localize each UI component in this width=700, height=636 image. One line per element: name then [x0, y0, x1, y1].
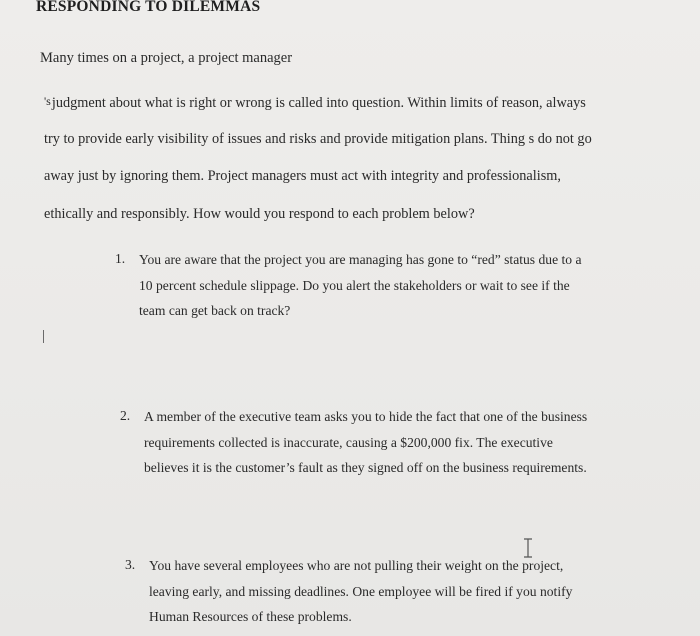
document-title: RESPONDING TO DILEMMAS	[36, 0, 261, 15]
list-item-line: believes it is the customer’s fault as they signed off on the business requirements.	[144, 460, 587, 475]
list-item-line: A member of the executive team asks you to hide the fact that one of the business	[144, 409, 588, 424]
list-item-number: 1.	[115, 251, 126, 266]
list-item-number: 3.	[125, 557, 136, 572]
list-item-body	[149, 557, 669, 634]
paragraph-line: try to provide early visibility of issues and risks and provide mitigation plans. Thing s do not go	[44, 130, 592, 147]
ibeam-cursor-icon	[522, 538, 534, 558]
paragraph-prefix: 's	[44, 94, 51, 108]
intro-line: Many times on a project, a project manager	[40, 50, 293, 66]
list-item-body	[139, 251, 659, 328]
list-item-line: You have several employees who are not pulling their weight on the project,	[149, 558, 564, 573]
list-item-line: You are aware that the project you are managing has gone to “red” status due to a	[139, 252, 582, 267]
list-item-line: Human Resources of these problems.	[149, 609, 352, 624]
list-item-line: requirements collected is inaccurate, causing a $200,000 fix. The executive	[144, 434, 553, 450]
list-item-line: 10 percent schedule slippage. Do you alert the stakeholders or wait to see if the	[139, 277, 570, 293]
text-cursor-mark	[43, 330, 44, 343]
paragraph-line: away just by ignoring them. Project managers must act with integrity and professionalism,	[44, 168, 561, 184]
paragraph-line-text: judgment about what is right or wrong is called into question. Within limits of reason, always	[51, 95, 586, 111]
list-item-body	[144, 408, 664, 485]
paragraph-line	[44, 91, 644, 129]
list-item-number: 2.	[120, 408, 131, 423]
list-item-line: leaving early, and missing deadlines. One employee will be fired if you notify	[149, 583, 573, 599]
list-item-line: team can get back on track?	[139, 303, 291, 318]
paragraph-line: ethically and responsibly. How would you respond to each problem below?	[44, 205, 475, 222]
intro-paragraph	[44, 91, 644, 241]
